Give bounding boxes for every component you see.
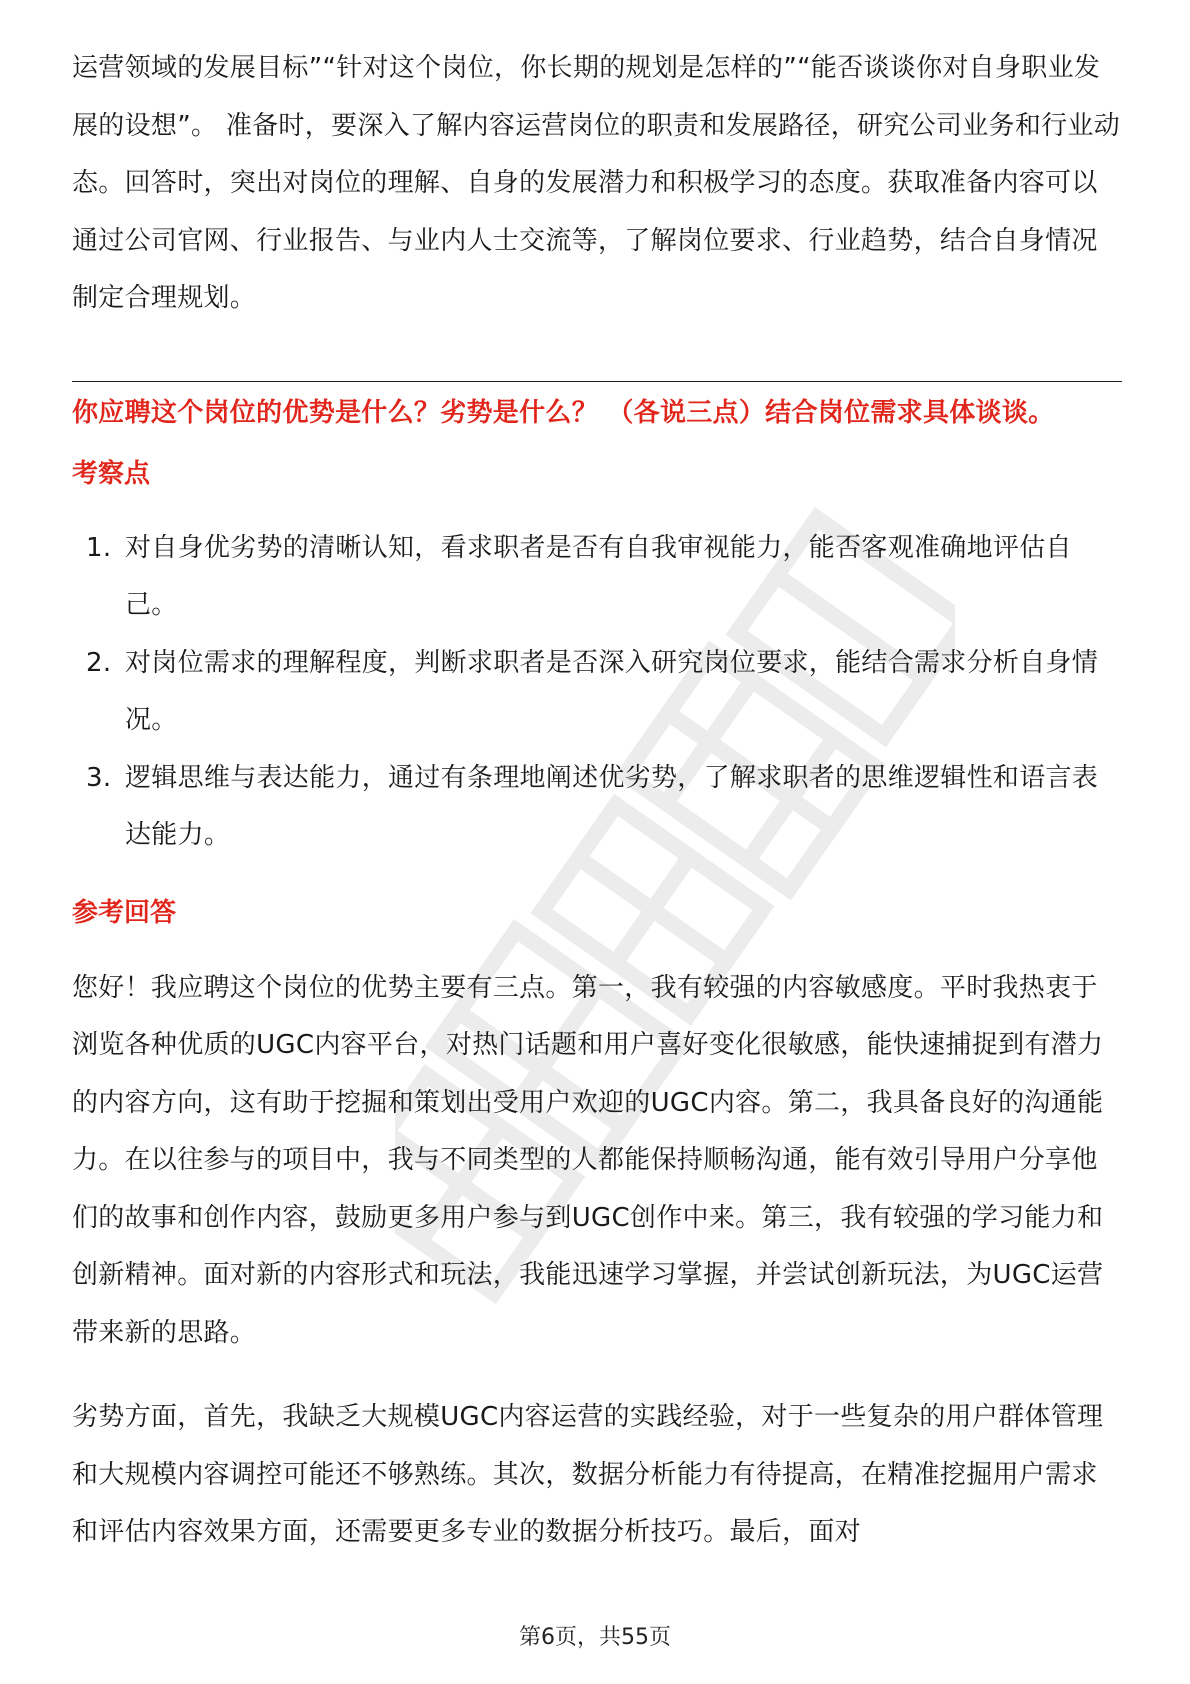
examination-points-title: 考察点 bbox=[72, 458, 151, 489]
page-footer: 第6页，共55页 bbox=[519, 1625, 671, 1650]
list-item-number: 2. bbox=[86, 647, 112, 678]
answer-paragraph: 劣势方面，首先，我缺乏大规模UGC内容运营的实践经验，对于一些复杂的用户群体管理和大规模内容调控可能还不够熟练。其次，数据分析能力有待提高，在精准挖掘用户需求和评估内容效果方面，还需要更多专业的数据分析技巧。最后，面对 bbox=[72, 1402, 1104, 1547]
list-item-text: 对岗位需求的理解程度，判断求职者是否深入研究岗位要求，能结合需求分析自身情况。 bbox=[125, 647, 1099, 735]
list-item bbox=[72, 635, 1122, 750]
list-item-text: 逻辑思维与表达能力，通过有条理地阐述优劣势，了解求职者的思维逻辑性和语言表达能力。 bbox=[125, 762, 1099, 850]
list-item bbox=[72, 750, 1122, 865]
examination-points-list bbox=[72, 520, 1122, 865]
list-item bbox=[72, 520, 1122, 635]
intro-paragraph: 运营领域的发展目标”“针对这个岗位，你长期的规划是怎样的”“能否谈谈你对自身职业发展的设想”。 准备时，要深入了解内容运营岗位的职责和发展路径，研究公司业务和行业动态。回答时，突出对岗位的理解、自身的发展潜力和积极学习的态度。获取准备内容可以通过公司官网、行业报告、与业内人士交流等，了解岗位要求、行业趋势，结合自身情况制定合理规划。 bbox=[72, 53, 1121, 313]
answer-paragraph: 您好！我应聘这个岗位的优势主要有三点。第一，我有较强的内容敏感度。平时我热衷于浏览各种优质的UGC内容平台，对热门话题和用户喜好变化很敏感，能快速捕捉到有潜力的内容方向，这有助于挖掘和策划出受用户欢迎的UGC内容。第二，我具备良好的沟通能力。在以往参与的项目中，我与不同类型的人都能保持顺畅沟通，能有效引导用户分享他们的故事和创作内容，鼓励更多用户参与到UGC创作中来。第三，我有较强的学习能力和创新精神。面对新的内容形式和玩法，我能迅速学习掌握，并尝试创新玩法，为UGC运营带来新的思路。 bbox=[72, 972, 1104, 1348]
reference-answer-title: 参考回答 bbox=[72, 897, 177, 928]
list-item-number: 1. bbox=[86, 532, 112, 563]
question-heading: 你应聘这个岗位的优势是什么？劣势是什么？ （各说三点）结合岗位需求具体谈谈。 bbox=[72, 397, 1055, 428]
list-item-text: 对自身优劣势的清晰认知，看求职者是否有自我审视能力，能否客观准确地评估自己。 bbox=[125, 532, 1072, 620]
section-divider bbox=[72, 381, 1122, 382]
document-page bbox=[72, 40, 1122, 1562]
list-item-number: 3. bbox=[86, 762, 112, 793]
